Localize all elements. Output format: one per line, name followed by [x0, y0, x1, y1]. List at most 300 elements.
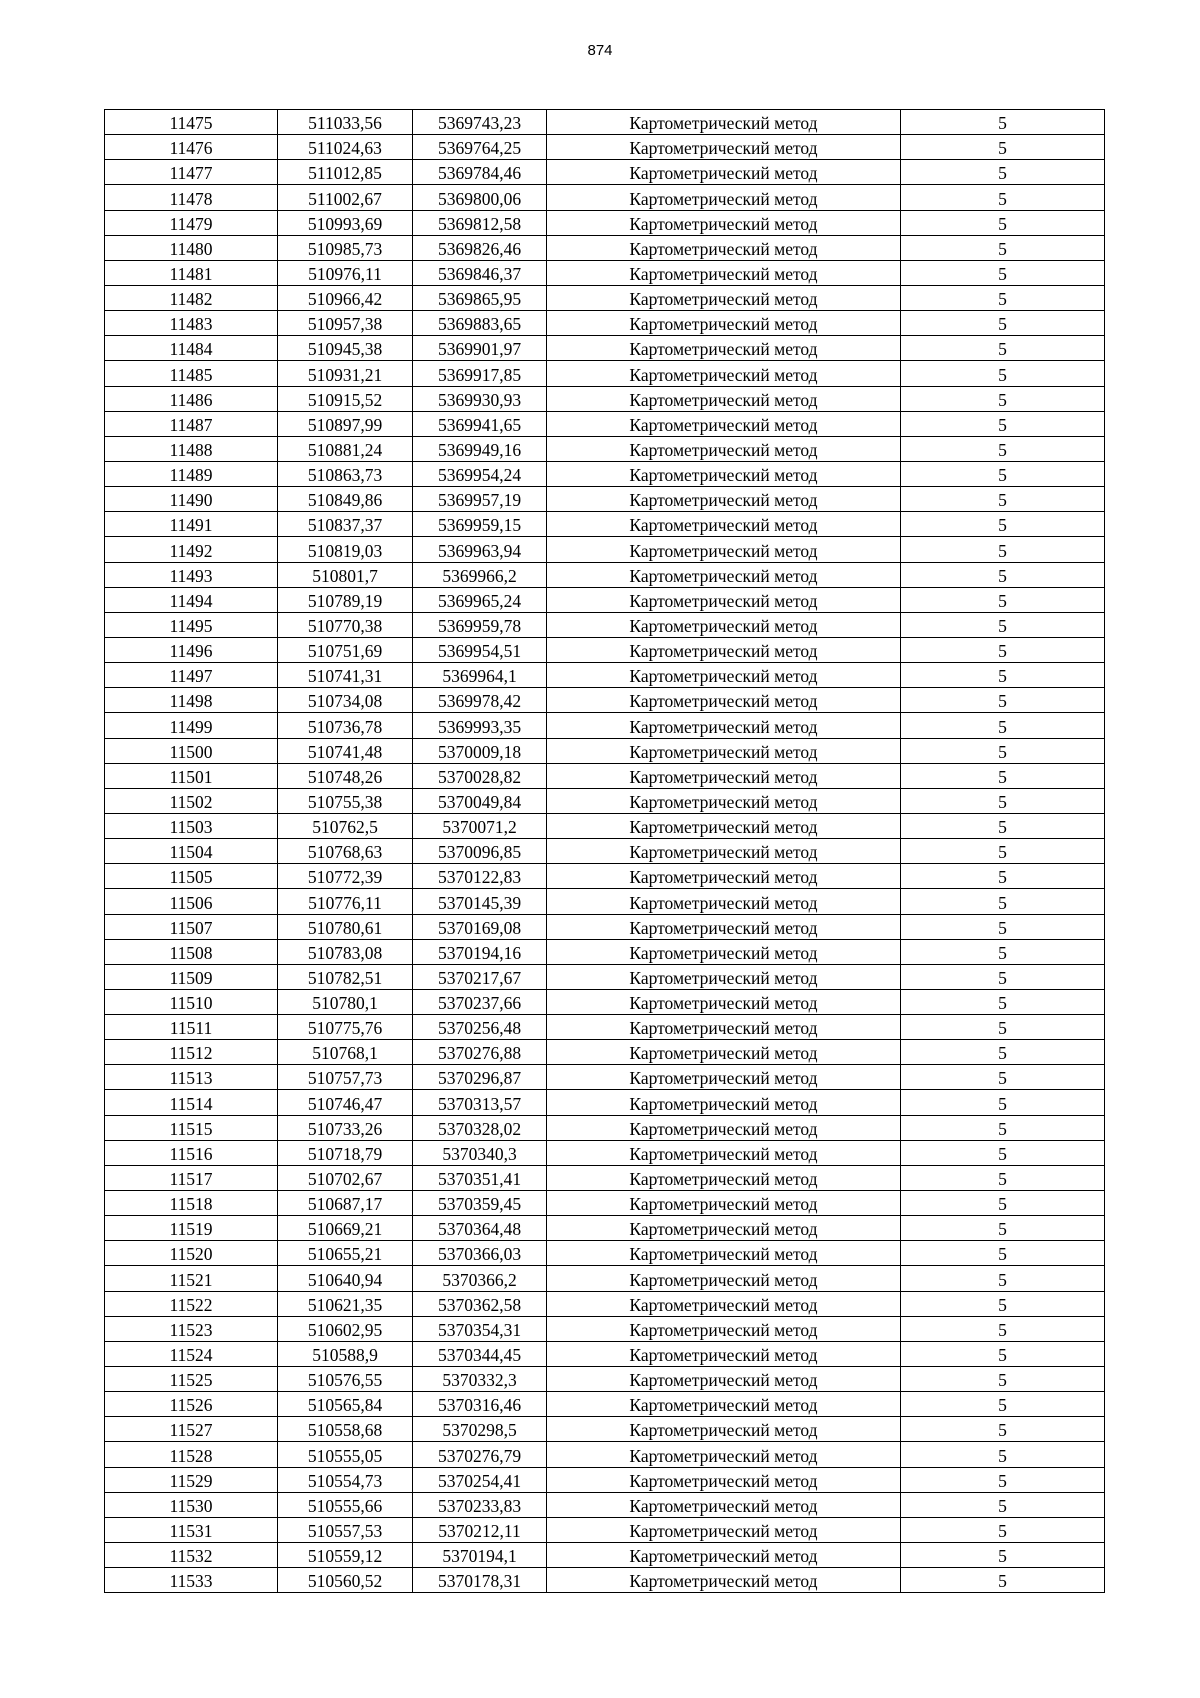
accuracy-cell: 5	[901, 461, 1105, 486]
point-number-cell: 11498	[105, 688, 278, 713]
x-coordinate-cell: 510837,37	[278, 512, 413, 537]
accuracy-cell: 5	[901, 1316, 1105, 1341]
accuracy-cell: 5	[901, 361, 1105, 386]
point-number-cell: 11504	[105, 839, 278, 864]
point-number-cell: 11491	[105, 512, 278, 537]
table-row	[105, 1417, 1105, 1442]
table-row	[105, 989, 1105, 1014]
table-row	[105, 839, 1105, 864]
x-coordinate-cell: 510931,21	[278, 361, 413, 386]
method-cell: Картометрический метод	[547, 110, 901, 135]
accuracy-cell: 5	[901, 1367, 1105, 1392]
table-row	[105, 637, 1105, 662]
accuracy-cell: 5	[901, 1341, 1105, 1366]
x-coordinate-cell: 510588,9	[278, 1341, 413, 1366]
y-coordinate-cell: 5369957,19	[413, 487, 547, 512]
point-number-cell: 11488	[105, 436, 278, 461]
y-coordinate-cell: 5370316,46	[413, 1392, 547, 1417]
method-cell: Картометрический метод	[547, 587, 901, 612]
x-coordinate-cell: 510863,73	[278, 461, 413, 486]
table-row	[105, 411, 1105, 436]
method-cell: Картометрический метод	[547, 839, 901, 864]
y-coordinate-cell: 5370351,41	[413, 1165, 547, 1190]
y-coordinate-cell: 5370194,16	[413, 939, 547, 964]
table-row	[105, 537, 1105, 562]
coordinates-table-body	[105, 110, 1105, 1593]
point-number-cell: 11514	[105, 1090, 278, 1115]
method-cell: Картометрический метод	[547, 663, 901, 688]
accuracy-cell: 5	[901, 1090, 1105, 1115]
accuracy-cell: 5	[901, 386, 1105, 411]
point-number-cell: 11499	[105, 713, 278, 738]
y-coordinate-cell: 5370194,1	[413, 1543, 547, 1568]
page-number: 874	[587, 42, 613, 59]
point-number-cell: 11476	[105, 135, 278, 160]
y-coordinate-cell: 5369954,51	[413, 637, 547, 662]
x-coordinate-cell: 510772,39	[278, 864, 413, 889]
accuracy-cell: 5	[901, 512, 1105, 537]
accuracy-cell: 5	[901, 311, 1105, 336]
table-row	[105, 1291, 1105, 1316]
y-coordinate-cell: 5369993,35	[413, 713, 547, 738]
x-coordinate-cell: 510819,03	[278, 537, 413, 562]
accuracy-cell: 5	[901, 1140, 1105, 1165]
accuracy-cell: 5	[901, 1417, 1105, 1442]
x-coordinate-cell: 510915,52	[278, 386, 413, 411]
x-coordinate-cell: 510640,94	[278, 1266, 413, 1291]
table-row	[105, 889, 1105, 914]
point-number-cell: 11532	[105, 1543, 278, 1568]
accuracy-cell: 5	[901, 1266, 1105, 1291]
accuracy-cell: 5	[901, 110, 1105, 135]
y-coordinate-cell: 5369901,97	[413, 336, 547, 361]
y-coordinate-cell: 5369963,94	[413, 537, 547, 562]
x-coordinate-cell: 510687,17	[278, 1191, 413, 1216]
table-row	[105, 1191, 1105, 1216]
y-coordinate-cell: 5370328,02	[413, 1115, 547, 1140]
point-number-cell: 11512	[105, 1040, 278, 1065]
point-number-cell: 11522	[105, 1291, 278, 1316]
accuracy-cell: 5	[901, 1165, 1105, 1190]
table-row	[105, 763, 1105, 788]
accuracy-cell: 5	[901, 964, 1105, 989]
method-cell: Картометрический метод	[547, 1467, 901, 1492]
point-number-cell: 11502	[105, 788, 278, 813]
method-cell: Картометрический метод	[547, 1568, 901, 1593]
y-coordinate-cell: 5370366,2	[413, 1266, 547, 1291]
point-number-cell: 11509	[105, 964, 278, 989]
x-coordinate-cell: 510849,86	[278, 487, 413, 512]
x-coordinate-cell: 510762,5	[278, 813, 413, 838]
accuracy-cell: 5	[901, 285, 1105, 310]
y-coordinate-cell: 5370009,18	[413, 738, 547, 763]
method-cell: Картометрический метод	[547, 788, 901, 813]
y-coordinate-cell: 5370096,85	[413, 839, 547, 864]
accuracy-cell: 5	[901, 1543, 1105, 1568]
y-coordinate-cell: 5369800,06	[413, 185, 547, 210]
table-row	[105, 1065, 1105, 1090]
y-coordinate-cell: 5370212,11	[413, 1517, 547, 1542]
x-coordinate-cell: 510559,12	[278, 1543, 413, 1568]
x-coordinate-cell: 510718,79	[278, 1140, 413, 1165]
point-number-cell: 11511	[105, 1015, 278, 1040]
table-row	[105, 1316, 1105, 1341]
point-number-cell: 11533	[105, 1568, 278, 1593]
table-row	[105, 361, 1105, 386]
accuracy-cell: 5	[901, 637, 1105, 662]
method-cell: Картометрический метод	[547, 637, 901, 662]
method-cell: Картометрический метод	[547, 964, 901, 989]
table-row	[105, 788, 1105, 813]
x-coordinate-cell: 510733,26	[278, 1115, 413, 1140]
y-coordinate-cell: 5370122,83	[413, 864, 547, 889]
table-row	[105, 964, 1105, 989]
accuracy-cell: 5	[901, 763, 1105, 788]
method-cell: Картометрический метод	[547, 1341, 901, 1366]
method-cell: Картометрический метод	[547, 1417, 901, 1442]
accuracy-cell: 5	[901, 336, 1105, 361]
y-coordinate-cell: 5369883,65	[413, 311, 547, 336]
y-coordinate-cell: 5369812,58	[413, 210, 547, 235]
y-coordinate-cell: 5370254,41	[413, 1467, 547, 1492]
x-coordinate-cell: 510702,67	[278, 1165, 413, 1190]
x-coordinate-cell: 511033,56	[278, 110, 413, 135]
accuracy-cell: 5	[901, 713, 1105, 738]
x-coordinate-cell: 510897,99	[278, 411, 413, 436]
table-row	[105, 1367, 1105, 1392]
x-coordinate-cell: 510881,24	[278, 436, 413, 461]
point-number-cell: 11523	[105, 1316, 278, 1341]
accuracy-cell: 5	[901, 989, 1105, 1014]
method-cell: Картометрический метод	[547, 1191, 901, 1216]
table-row	[105, 1241, 1105, 1266]
method-cell: Картометрический метод	[547, 135, 901, 160]
method-cell: Картометрический метод	[547, 688, 901, 713]
method-cell: Картометрический метод	[547, 1316, 901, 1341]
table-row	[105, 235, 1105, 260]
x-coordinate-cell: 510993,69	[278, 210, 413, 235]
method-cell: Картометрический метод	[547, 461, 901, 486]
table-row	[105, 813, 1105, 838]
table-row	[105, 587, 1105, 612]
y-coordinate-cell: 5370276,88	[413, 1040, 547, 1065]
method-cell: Картометрический метод	[547, 1492, 901, 1517]
y-coordinate-cell: 5370354,31	[413, 1316, 547, 1341]
y-coordinate-cell: 5370145,39	[413, 889, 547, 914]
method-cell: Картометрический метод	[547, 1115, 901, 1140]
accuracy-cell: 5	[901, 1115, 1105, 1140]
x-coordinate-cell: 510555,66	[278, 1492, 413, 1517]
point-number-cell: 11497	[105, 663, 278, 688]
table-row	[105, 1517, 1105, 1542]
table-row	[105, 612, 1105, 637]
table-row	[105, 386, 1105, 411]
x-coordinate-cell: 510558,68	[278, 1417, 413, 1442]
table-row	[105, 1090, 1105, 1115]
method-cell: Картометрический метод	[547, 1442, 901, 1467]
point-number-cell: 11482	[105, 285, 278, 310]
table-row	[105, 1467, 1105, 1492]
y-coordinate-cell: 5370366,03	[413, 1241, 547, 1266]
y-coordinate-cell: 5370298,5	[413, 1417, 547, 1442]
x-coordinate-cell: 510741,48	[278, 738, 413, 763]
method-cell: Картометрический метод	[547, 1216, 901, 1241]
y-coordinate-cell: 5369965,24	[413, 587, 547, 612]
table-row	[105, 1392, 1105, 1417]
method-cell: Картометрический метод	[547, 285, 901, 310]
accuracy-cell: 5	[901, 1065, 1105, 1090]
method-cell: Картометрический метод	[547, 436, 901, 461]
y-coordinate-cell: 5370344,45	[413, 1341, 547, 1366]
x-coordinate-cell: 510621,35	[278, 1291, 413, 1316]
accuracy-cell: 5	[901, 788, 1105, 813]
table-row	[105, 1568, 1105, 1593]
x-coordinate-cell: 510789,19	[278, 587, 413, 612]
point-number-cell: 11519	[105, 1216, 278, 1241]
method-cell: Картометрический метод	[547, 989, 901, 1014]
accuracy-cell: 5	[901, 1392, 1105, 1417]
point-number-cell: 11496	[105, 637, 278, 662]
table-row	[105, 210, 1105, 235]
method-cell: Картометрический метод	[547, 1165, 901, 1190]
point-number-cell: 11503	[105, 813, 278, 838]
y-coordinate-cell: 5369846,37	[413, 260, 547, 285]
method-cell: Картометрический метод	[547, 1367, 901, 1392]
accuracy-cell: 5	[901, 612, 1105, 637]
point-number-cell: 11480	[105, 235, 278, 260]
point-number-cell: 11494	[105, 587, 278, 612]
x-coordinate-cell: 510748,26	[278, 763, 413, 788]
point-number-cell: 11510	[105, 989, 278, 1014]
accuracy-cell: 5	[901, 160, 1105, 185]
point-number-cell: 11516	[105, 1140, 278, 1165]
point-number-cell: 11483	[105, 311, 278, 336]
point-number-cell: 11500	[105, 738, 278, 763]
table-row	[105, 663, 1105, 688]
x-coordinate-cell: 510985,73	[278, 235, 413, 260]
y-coordinate-cell: 5369826,46	[413, 235, 547, 260]
table-row	[105, 160, 1105, 185]
accuracy-cell: 5	[901, 1467, 1105, 1492]
table-row	[105, 487, 1105, 512]
table-row	[105, 864, 1105, 889]
table-row	[105, 461, 1105, 486]
point-number-cell: 11493	[105, 562, 278, 587]
point-number-cell: 11526	[105, 1392, 278, 1417]
method-cell: Картометрический метод	[547, 1065, 901, 1090]
accuracy-cell: 5	[901, 260, 1105, 285]
table-row	[105, 285, 1105, 310]
point-number-cell: 11507	[105, 914, 278, 939]
x-coordinate-cell: 510801,7	[278, 562, 413, 587]
point-number-cell: 11515	[105, 1115, 278, 1140]
table-row	[105, 1015, 1105, 1040]
accuracy-cell: 5	[901, 1291, 1105, 1316]
accuracy-cell: 5	[901, 1442, 1105, 1467]
method-cell: Картометрический метод	[547, 386, 901, 411]
x-coordinate-cell: 510741,31	[278, 663, 413, 688]
method-cell: Картометрический метод	[547, 738, 901, 763]
table-row	[105, 562, 1105, 587]
x-coordinate-cell: 510755,38	[278, 788, 413, 813]
x-coordinate-cell: 510770,38	[278, 612, 413, 637]
table-row	[105, 260, 1105, 285]
method-cell: Картометрический метод	[547, 311, 901, 336]
accuracy-cell: 5	[901, 1241, 1105, 1266]
accuracy-cell: 5	[901, 839, 1105, 864]
x-coordinate-cell: 510976,11	[278, 260, 413, 285]
table-row	[105, 512, 1105, 537]
table-row	[105, 135, 1105, 160]
x-coordinate-cell: 510560,52	[278, 1568, 413, 1593]
x-coordinate-cell: 510780,1	[278, 989, 413, 1014]
point-number-cell: 11525	[105, 1367, 278, 1392]
coordinates-table	[104, 109, 1105, 1593]
accuracy-cell: 5	[901, 562, 1105, 587]
accuracy-cell: 5	[901, 813, 1105, 838]
point-number-cell: 11528	[105, 1442, 278, 1467]
x-coordinate-cell: 510945,38	[278, 336, 413, 361]
point-number-cell: 11478	[105, 185, 278, 210]
table-row	[105, 110, 1105, 135]
point-number-cell: 11505	[105, 864, 278, 889]
y-coordinate-cell: 5369954,24	[413, 461, 547, 486]
y-coordinate-cell: 5369764,25	[413, 135, 547, 160]
accuracy-cell: 5	[901, 487, 1105, 512]
method-cell: Картометрический метод	[547, 411, 901, 436]
y-coordinate-cell: 5370071,2	[413, 813, 547, 838]
accuracy-cell: 5	[901, 1191, 1105, 1216]
x-coordinate-cell: 510751,69	[278, 637, 413, 662]
method-cell: Картометрический метод	[547, 1517, 901, 1542]
y-coordinate-cell: 5370237,66	[413, 989, 547, 1014]
y-coordinate-cell: 5370364,48	[413, 1216, 547, 1241]
x-coordinate-cell: 510775,76	[278, 1015, 413, 1040]
y-coordinate-cell: 5369743,23	[413, 110, 547, 135]
accuracy-cell: 5	[901, 185, 1105, 210]
accuracy-cell: 5	[901, 1568, 1105, 1593]
point-number-cell: 11490	[105, 487, 278, 512]
table-row	[105, 1040, 1105, 1065]
x-coordinate-cell: 510555,05	[278, 1442, 413, 1467]
point-number-cell: 11524	[105, 1341, 278, 1366]
method-cell: Картометрический метод	[547, 939, 901, 964]
point-number-cell: 11501	[105, 763, 278, 788]
point-number-cell: 11484	[105, 336, 278, 361]
point-number-cell: 11487	[105, 411, 278, 436]
point-number-cell: 11518	[105, 1191, 278, 1216]
y-coordinate-cell: 5370332,3	[413, 1367, 547, 1392]
x-coordinate-cell: 510768,1	[278, 1040, 413, 1065]
point-number-cell: 11508	[105, 939, 278, 964]
x-coordinate-cell: 510602,95	[278, 1316, 413, 1341]
table-row	[105, 1492, 1105, 1517]
y-coordinate-cell: 5370178,31	[413, 1568, 547, 1593]
accuracy-cell: 5	[901, 1492, 1105, 1517]
y-coordinate-cell: 5369949,16	[413, 436, 547, 461]
point-number-cell: 11529	[105, 1467, 278, 1492]
accuracy-cell: 5	[901, 939, 1105, 964]
accuracy-cell: 5	[901, 1517, 1105, 1542]
point-number-cell: 11489	[105, 461, 278, 486]
accuracy-cell: 5	[901, 1040, 1105, 1065]
point-number-cell: 11527	[105, 1417, 278, 1442]
accuracy-cell: 5	[901, 1216, 1105, 1241]
y-coordinate-cell: 5370359,45	[413, 1191, 547, 1216]
method-cell: Картометрический метод	[547, 1090, 901, 1115]
method-cell: Картометрический метод	[547, 562, 901, 587]
accuracy-cell: 5	[901, 135, 1105, 160]
point-number-cell: 11520	[105, 1241, 278, 1266]
y-coordinate-cell: 5369941,65	[413, 411, 547, 436]
accuracy-cell: 5	[901, 587, 1105, 612]
x-coordinate-cell: 511002,67	[278, 185, 413, 210]
x-coordinate-cell: 511024,63	[278, 135, 413, 160]
x-coordinate-cell: 510565,84	[278, 1392, 413, 1417]
x-coordinate-cell: 510734,08	[278, 688, 413, 713]
y-coordinate-cell: 5369917,85	[413, 361, 547, 386]
y-coordinate-cell: 5370340,3	[413, 1140, 547, 1165]
y-coordinate-cell: 5370296,87	[413, 1065, 547, 1090]
point-number-cell: 11485	[105, 361, 278, 386]
point-number-cell: 11492	[105, 537, 278, 562]
method-cell: Картометрический метод	[547, 1392, 901, 1417]
table-row	[105, 1266, 1105, 1291]
y-coordinate-cell: 5370217,67	[413, 964, 547, 989]
method-cell: Картометрический метод	[547, 763, 901, 788]
x-coordinate-cell: 510768,63	[278, 839, 413, 864]
point-number-cell: 11481	[105, 260, 278, 285]
accuracy-cell: 5	[901, 1015, 1105, 1040]
method-cell: Картометрический метод	[547, 612, 901, 637]
accuracy-cell: 5	[901, 688, 1105, 713]
point-number-cell: 11486	[105, 386, 278, 411]
method-cell: Картометрический метод	[547, 914, 901, 939]
y-coordinate-cell: 5370028,82	[413, 763, 547, 788]
table-row	[105, 1543, 1105, 1568]
accuracy-cell: 5	[901, 914, 1105, 939]
y-coordinate-cell: 5369964,1	[413, 663, 547, 688]
point-number-cell: 11475	[105, 110, 278, 135]
point-number-cell: 11495	[105, 612, 278, 637]
accuracy-cell: 5	[901, 663, 1105, 688]
method-cell: Картометрический метод	[547, 864, 901, 889]
method-cell: Картометрический метод	[547, 889, 901, 914]
method-cell: Картометрический метод	[547, 260, 901, 285]
table-row	[105, 436, 1105, 461]
y-coordinate-cell: 5369959,15	[413, 512, 547, 537]
x-coordinate-cell: 510746,47	[278, 1090, 413, 1115]
method-cell: Картометрический метод	[547, 361, 901, 386]
x-coordinate-cell: 510655,21	[278, 1241, 413, 1266]
table-row	[105, 1165, 1105, 1190]
x-coordinate-cell: 510780,61	[278, 914, 413, 939]
x-coordinate-cell: 510557,53	[278, 1517, 413, 1542]
y-coordinate-cell: 5370049,84	[413, 788, 547, 813]
table-row	[105, 713, 1105, 738]
method-cell: Картометрический метод	[547, 537, 901, 562]
x-coordinate-cell: 511012,85	[278, 160, 413, 185]
method-cell: Картометрический метод	[547, 1015, 901, 1040]
y-coordinate-cell: 5369959,78	[413, 612, 547, 637]
point-number-cell: 11513	[105, 1065, 278, 1090]
method-cell: Картометрический метод	[547, 1140, 901, 1165]
accuracy-cell: 5	[901, 411, 1105, 436]
method-cell: Картометрический метод	[547, 487, 901, 512]
table-row	[105, 1442, 1105, 1467]
y-coordinate-cell: 5369930,93	[413, 386, 547, 411]
point-number-cell: 11531	[105, 1517, 278, 1542]
